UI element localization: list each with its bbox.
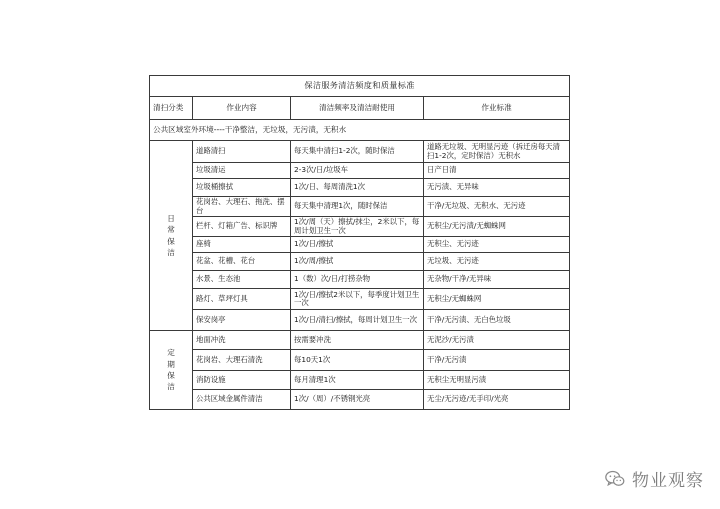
- table-row: [150, 197, 570, 217]
- content-cell: 花岗岩、大理石清洗: [193, 350, 291, 371]
- frequency-cell: 每天集中清理1次，随时保洁: [291, 197, 424, 217]
- table-row: [150, 141, 570, 163]
- standard-cell: 干净/无污渍: [424, 350, 570, 371]
- standard-cell: 无积尘、无污迹: [424, 237, 570, 253]
- frequency-cell: 每月清理1次: [291, 371, 424, 390]
- table-row: [150, 350, 570, 371]
- watermark: [604, 466, 704, 491]
- header-row: [150, 97, 570, 120]
- standard-cell: 干净/无垃圾、无积水、无污迹: [424, 197, 570, 217]
- content-cell: 栏杆、灯箱广告、标识牌: [193, 217, 291, 237]
- content-cell: 水景、生态池: [193, 271, 291, 289]
- section-bar: 公共区域室外环境----干净整洁，无垃圾，无污渍，无积水: [150, 120, 570, 141]
- frequency-cell: 1次/日/擦拭: [291, 237, 424, 253]
- category-cell: [150, 331, 193, 410]
- header-category: 清扫分类: [150, 97, 193, 120]
- standard-cell: 无尘/无污迹/无手印/光亮: [424, 390, 570, 410]
- standard-cell: 道路无垃圾、无明显污迹（拆迁房每天清扫1-2次，定时保洁）无积水: [424, 141, 570, 163]
- frequency-cell: 1次/日/清扫/擦拭，每周计划卫生一次: [291, 310, 424, 331]
- frequency-cell: 按需要冲洗: [291, 331, 424, 350]
- content-cell: 消防设施: [193, 371, 291, 390]
- standard-cell: 无污渍、无异味: [424, 179, 570, 197]
- standard-cell: 无积尘无明显污渍: [424, 371, 570, 390]
- frequency-cell: 1次/日/擦拭2米以下，每季度计划卫生一次: [291, 289, 424, 310]
- standard-cell: 无泥沙/无污渍: [424, 331, 570, 350]
- content-cell: 花盆、花槽、花台: [193, 253, 291, 271]
- table-row: [150, 271, 570, 289]
- cleaning-standards-table: [149, 75, 570, 410]
- frequency-cell: 每天集中清扫1-2次，随时保洁: [291, 141, 424, 163]
- wechat-bubble-icon: [604, 468, 626, 490]
- frequency-cell: 1次/（周）/不锈钢光亮: [291, 390, 424, 410]
- frequency-cell: 1次/日、每周清洗1次: [291, 179, 424, 197]
- table-row: [150, 179, 570, 197]
- content-cell: 保安岗亭: [193, 310, 291, 331]
- table-row: [150, 237, 570, 253]
- table-title: 保洁服务清洁频度和质量标准: [150, 76, 570, 97]
- watermark-text: 物业观察: [632, 471, 704, 491]
- table-row: [150, 390, 570, 410]
- frequency-cell: 每10天1次: [291, 350, 424, 371]
- category-label: 定期保洁: [167, 348, 175, 392]
- header-frequency: 清洁频率及清洁耐使用: [291, 97, 424, 120]
- table-row: [150, 217, 570, 237]
- frequency-cell: 1（数）次/日/打捞杂物: [291, 271, 424, 289]
- table-row: [150, 331, 570, 350]
- frequency-cell: 1次/周（天）擦拭/抹尘，2米以下，每周计划卫生一次: [291, 217, 424, 237]
- standard-cell: 无杂物/干净/无异味: [424, 271, 570, 289]
- content-cell: 垃圾清运: [193, 163, 291, 179]
- header-content: 作业内容: [193, 97, 291, 120]
- frequency-cell: 2-3次/日/垃圾车: [291, 163, 424, 179]
- standard-cell: 干净/无污渍、无白色垃圾: [424, 310, 570, 331]
- standard-cell: 无积尘/无污渍/无蜘蛛网: [424, 217, 570, 237]
- category-cell: [150, 141, 193, 331]
- table-row: [150, 310, 570, 331]
- table-row: [150, 289, 570, 310]
- standard-cell: 无积尘/无蜘蛛网: [424, 289, 570, 310]
- content-cell: 路灯、草坪灯具: [193, 289, 291, 310]
- content-cell: 垃圾桶擦拭: [193, 179, 291, 197]
- content-cell: 道路清扫: [193, 141, 291, 163]
- standard-cell: 无垃圾、无污迹: [424, 253, 570, 271]
- frequency-cell: 1次/周/擦拭: [291, 253, 424, 271]
- table-row: [150, 371, 570, 390]
- content-cell: 公共区域金属件清洁: [193, 390, 291, 410]
- standard-cell: 日产日清: [424, 163, 570, 179]
- section-bar-row: [150, 120, 570, 141]
- header-standard: 作业标准: [424, 97, 570, 120]
- table-title-row: [150, 76, 570, 97]
- content-cell: 座椅: [193, 237, 291, 253]
- content-cell: 花岗岩、大理石、拖洗、摆台: [193, 197, 291, 217]
- table-row: [150, 163, 570, 179]
- content-cell: 地面冲洗: [193, 331, 291, 350]
- category-label: 日常保洁: [167, 213, 175, 257]
- table-row: [150, 253, 570, 271]
